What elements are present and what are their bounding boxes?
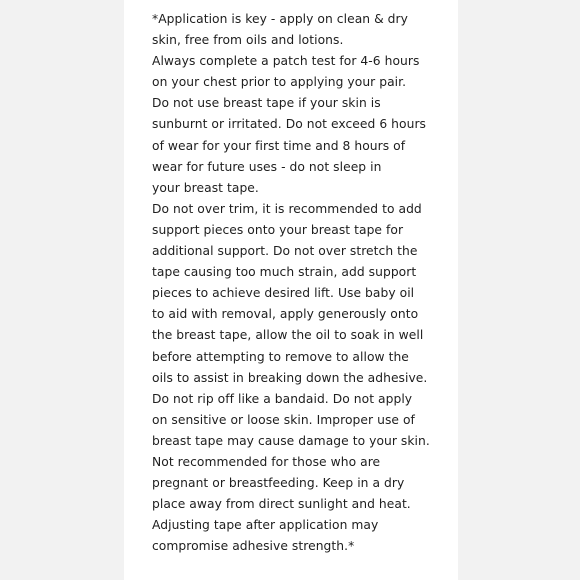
- instruction-line: Do not use breast tape if your skin is: [152, 96, 381, 111]
- instruction-line: Always complete a patch test for 4-6 hours: [152, 54, 420, 69]
- instruction-line: pregnant or breastfeeding. Keep in a dry: [152, 476, 405, 491]
- instruction-line: skin, free from oils and lotions.: [152, 33, 344, 48]
- instruction-line: wear for future uses - do not sleep in: [152, 159, 382, 174]
- instruction-line: Adjusting tape after application may: [152, 518, 379, 533]
- instruction-line: before attempting to remove to allow the: [152, 349, 409, 364]
- instruction-line: on sensitive or loose skin. Improper use of: [152, 412, 415, 427]
- instruction-line: the breast tape, allow the oil to soak in well: [152, 328, 424, 343]
- instruction-line: pieces to achieve desired lift. Use baby oil: [152, 286, 415, 301]
- instruction-line: on your chest prior to applying your pair.: [152, 75, 407, 90]
- instruction-line: compromise adhesive strength.*: [152, 539, 355, 554]
- instruction-line: additional support. Do not over stretch the: [152, 244, 418, 259]
- instructions-text: [152, 9, 452, 557]
- instruction-line: *Application is key - apply on clean & dry: [152, 12, 408, 26]
- instruction-line: place away from direct sunlight and heat.: [152, 497, 411, 512]
- instructions-panel: [124, 0, 458, 580]
- instruction-line: breast tape may cause damage to your skin.: [152, 433, 430, 448]
- instruction-line: Do not rip off like a bandaid. Do not apply: [152, 391, 413, 406]
- instruction-line: sunburnt or irritated. Do not exceed 6 hours: [152, 117, 427, 132]
- instruction-line: tape causing too much strain, add support: [152, 265, 417, 280]
- instruction-line: Do not over trim, it is recommended to add: [152, 201, 422, 216]
- instruction-line: of wear for your first time and 8 hours of: [152, 138, 406, 153]
- instruction-line: your breast tape.: [152, 180, 259, 195]
- instruction-line: support pieces onto your breast tape for: [152, 222, 404, 237]
- instruction-line: to aid with removal, apply generously onto: [152, 307, 419, 322]
- instruction-line: Not recommended for those who are: [152, 454, 381, 469]
- instruction-line: oils to assist in breaking down the adhesive.: [152, 370, 428, 385]
